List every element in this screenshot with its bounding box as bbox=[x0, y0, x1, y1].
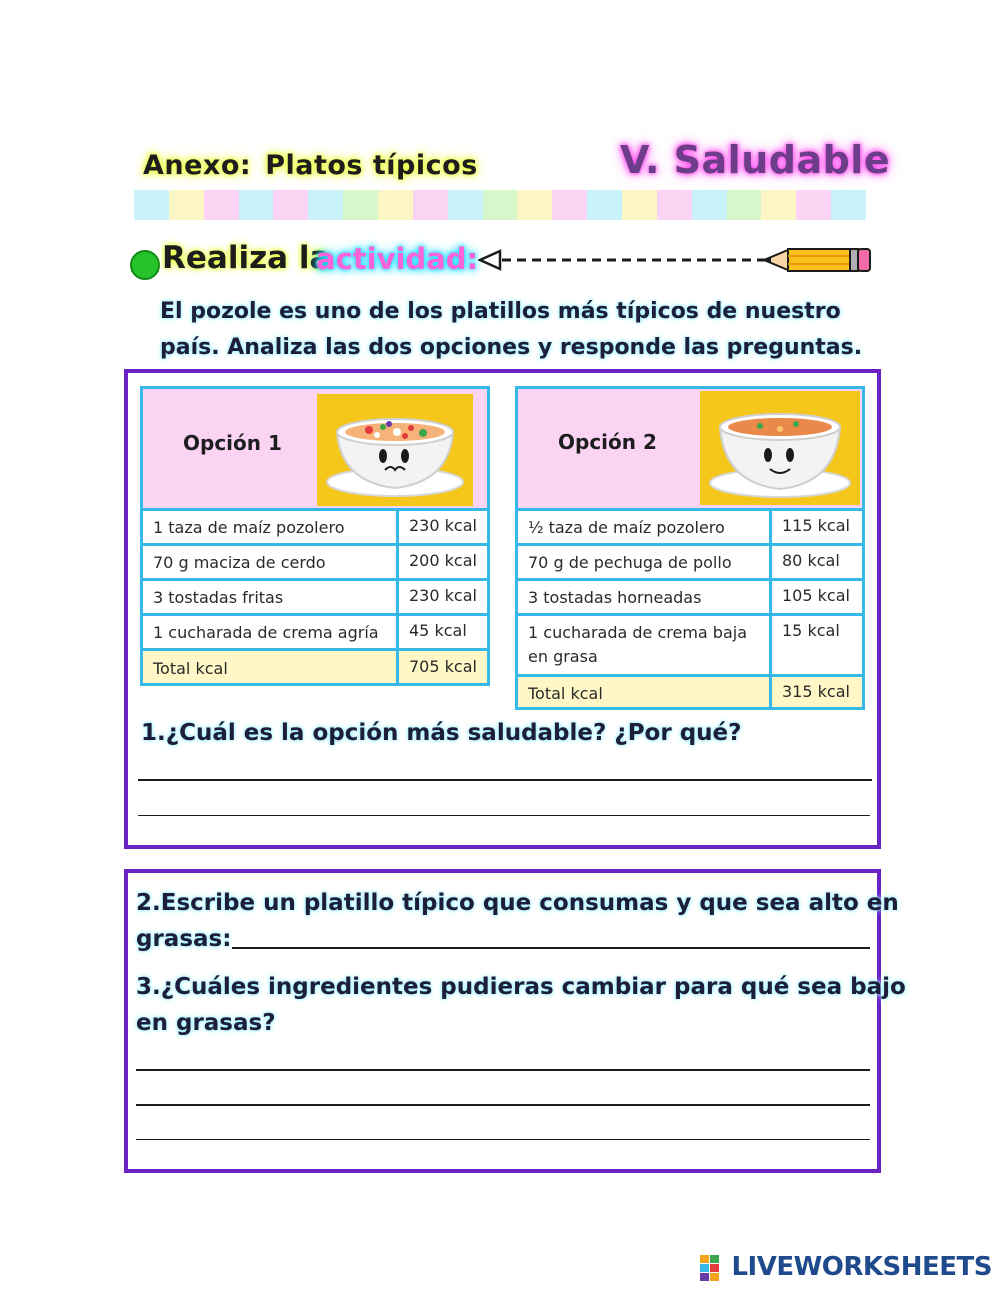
row-kcal: 200 kcal bbox=[409, 551, 477, 570]
total-label: Total kcal bbox=[528, 684, 603, 703]
table-row bbox=[143, 508, 487, 546]
liveworksheets-logo-icon bbox=[700, 1255, 720, 1281]
column-divider bbox=[769, 508, 772, 543]
soup-bowl-icon bbox=[700, 391, 860, 505]
pozole-bowl-icon bbox=[317, 394, 473, 506]
column-divider bbox=[396, 543, 399, 578]
table-row bbox=[518, 508, 862, 546]
row-item: 1 cucharada de crema agría bbox=[153, 623, 379, 642]
total-row bbox=[143, 651, 487, 683]
table-row bbox=[143, 578, 487, 616]
option-1-header bbox=[143, 389, 487, 511]
question-3-line-2: en grasas? bbox=[136, 1010, 276, 1036]
total-value: 705 kcal bbox=[409, 657, 477, 676]
table-row bbox=[518, 578, 862, 616]
answer-line-3a[interactable] bbox=[136, 1069, 870, 1071]
activity-prefix: Realiza la bbox=[162, 240, 331, 276]
row-item-line-1: 1 cucharada de crema baja bbox=[528, 623, 748, 642]
total-value: 315 kcal bbox=[782, 682, 850, 701]
question-3-line-1: 3.¿Cuáles ingredientes pudieras cambiar para qué sea bajo bbox=[136, 974, 906, 1000]
option-1-title: Opción 1 bbox=[183, 431, 282, 455]
row-item-line-2: en grasa bbox=[528, 647, 598, 666]
pastel-stripe bbox=[134, 190, 866, 220]
total-row bbox=[518, 677, 862, 707]
column-divider bbox=[769, 578, 772, 613]
row-kcal: 230 kcal bbox=[409, 586, 477, 605]
row-item bbox=[528, 621, 747, 669]
row-kcal: 80 kcal bbox=[782, 551, 840, 570]
activity-highlight: actividad: bbox=[316, 242, 479, 276]
column-divider bbox=[396, 651, 399, 683]
row-kcal: 15 kcal bbox=[782, 621, 840, 640]
answer-line-1a[interactable] bbox=[138, 779, 872, 781]
column-divider bbox=[769, 677, 772, 707]
row-kcal: 105 kcal bbox=[782, 586, 850, 605]
table-row bbox=[143, 543, 487, 581]
answer-line-3b[interactable] bbox=[136, 1104, 870, 1106]
question-2-line-2: grasas: bbox=[136, 926, 232, 952]
row-item: 70 g maciza de cerdo bbox=[153, 553, 326, 572]
row-item: 3 tostadas horneadas bbox=[528, 588, 702, 607]
column-divider bbox=[769, 543, 772, 578]
row-item: 70 g de pechuga de pollo bbox=[528, 553, 732, 572]
column-divider bbox=[769, 613, 772, 674]
annex-label: Anexo: bbox=[143, 150, 252, 181]
column-divider bbox=[396, 508, 399, 543]
section-brand: V. Saludable bbox=[620, 138, 891, 182]
row-item: ½ taza de maíz pozolero bbox=[528, 518, 725, 537]
option-2-title: Opción 2 bbox=[558, 430, 657, 454]
table-row bbox=[518, 543, 862, 581]
option-2-header bbox=[518, 389, 862, 511]
green-bullet-icon bbox=[130, 250, 160, 280]
question-2-line-1: 2.Escribe un platillo típico que consumas y que sea alto en bbox=[136, 890, 899, 916]
row-item: 1 taza de maíz pozolero bbox=[153, 518, 345, 537]
row-kcal: 45 kcal bbox=[409, 621, 467, 640]
column-divider bbox=[396, 613, 399, 648]
intro-text bbox=[160, 294, 880, 366]
intro-line-2: país. Analiza las dos opciones y responde las preguntas. bbox=[160, 335, 863, 360]
row-kcal: 115 kcal bbox=[782, 516, 850, 535]
answer-line-1b[interactable] bbox=[138, 815, 870, 816]
table-row bbox=[143, 613, 487, 651]
question-1: 1.¿Cuál es la opción más saludable? ¿Por qué? bbox=[141, 720, 742, 746]
column-divider bbox=[396, 578, 399, 613]
table-row bbox=[518, 613, 862, 677]
answer-line-2[interactable] bbox=[232, 947, 870, 949]
option-1-table bbox=[140, 386, 490, 686]
total-label: Total kcal bbox=[153, 659, 228, 678]
intro-line-1: El pozole es uno de los platillos más típicos de nuestro bbox=[160, 299, 841, 324]
pencil-arrow-icon bbox=[478, 238, 873, 280]
annex-title bbox=[143, 150, 478, 181]
annex-topic: Platos típicos bbox=[265, 150, 478, 181]
answer-line-3c[interactable] bbox=[136, 1139, 870, 1140]
liveworksheets-brand[interactable]: LIVEWORKSHEETS bbox=[731, 1252, 992, 1282]
row-item: 3 tostadas fritas bbox=[153, 588, 284, 607]
row-kcal: 230 kcal bbox=[409, 516, 477, 535]
option-2-table bbox=[515, 386, 865, 710]
